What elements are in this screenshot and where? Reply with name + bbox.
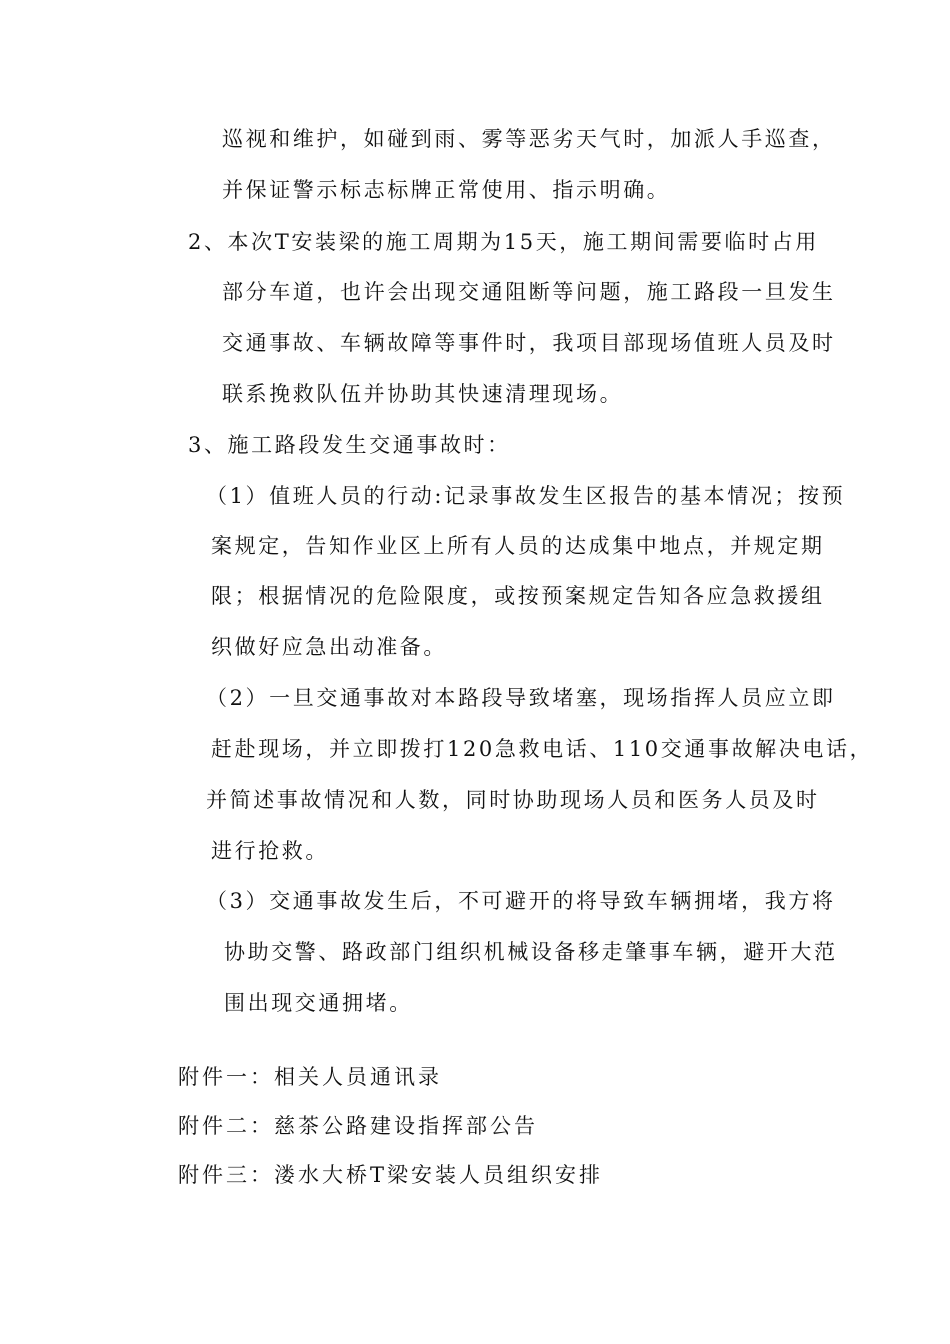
body-line: 并简述事故情况和人数，同时协助现场人员和医务人员及时 [206,788,820,812]
body-line: 织做好应急出动准备。 [211,635,447,659]
body-line: 限；根据情况的危险限度，或按预案规定告知各应急救援组 [211,584,825,608]
attachment-3: 附件三：溇水大桥T梁安装人员组织安排 [178,1163,604,1187]
body-line: 并保证警示标志标牌正常使用、指示明确。 [222,178,671,202]
body-line: 进行抢救。 [211,839,329,863]
body-line: 巡视和维护，如碰到雨、雾等恶劣天气时，加派人手巡查， [222,127,836,151]
body-line: 联系挽救队伍并协助其快速清理现场。 [222,382,624,406]
body-line: 案规定，告知作业区上所有人员的达成集中地点，并规定期 [211,534,825,558]
sub-item-1: （1）值班人员的行动:记录事故发生区报告的基本情况；按预 [206,484,846,508]
body-line: 赶赴现场，并立即拨打120急救电话、110交通事故解决电话， [211,737,874,761]
numbered-item-2: 2、本次T安装梁的施工周期为15天，施工期间需要临时占用 [188,230,819,254]
body-line: 围出现交通拥堵。 [224,991,413,1015]
body-line: 协助交警、路政部门组织机械设备移走肇事车辆，避开大范 [224,940,838,964]
body-line: 部分车道，也许会出现交通阻断等问题，施工路段一旦发生 [222,280,836,304]
attachment-2: 附件二：慈茶公路建设指挥部公告 [178,1114,538,1138]
body-line: 交通事故、车辆故障等事件时，我项目部现场值班人员及时 [222,331,836,355]
attachment-1: 附件一：相关人员通讯录 [178,1065,442,1089]
sub-item-3: （3）交通事故发生后，不可避开的将导致车辆拥堵，我方将 [206,889,836,913]
numbered-item-3: 3、施工路段发生交通事故时： [188,433,511,457]
sub-item-2: （2）一旦交通事故对本路段导致堵塞，现场指挥人员应立即 [206,686,836,710]
